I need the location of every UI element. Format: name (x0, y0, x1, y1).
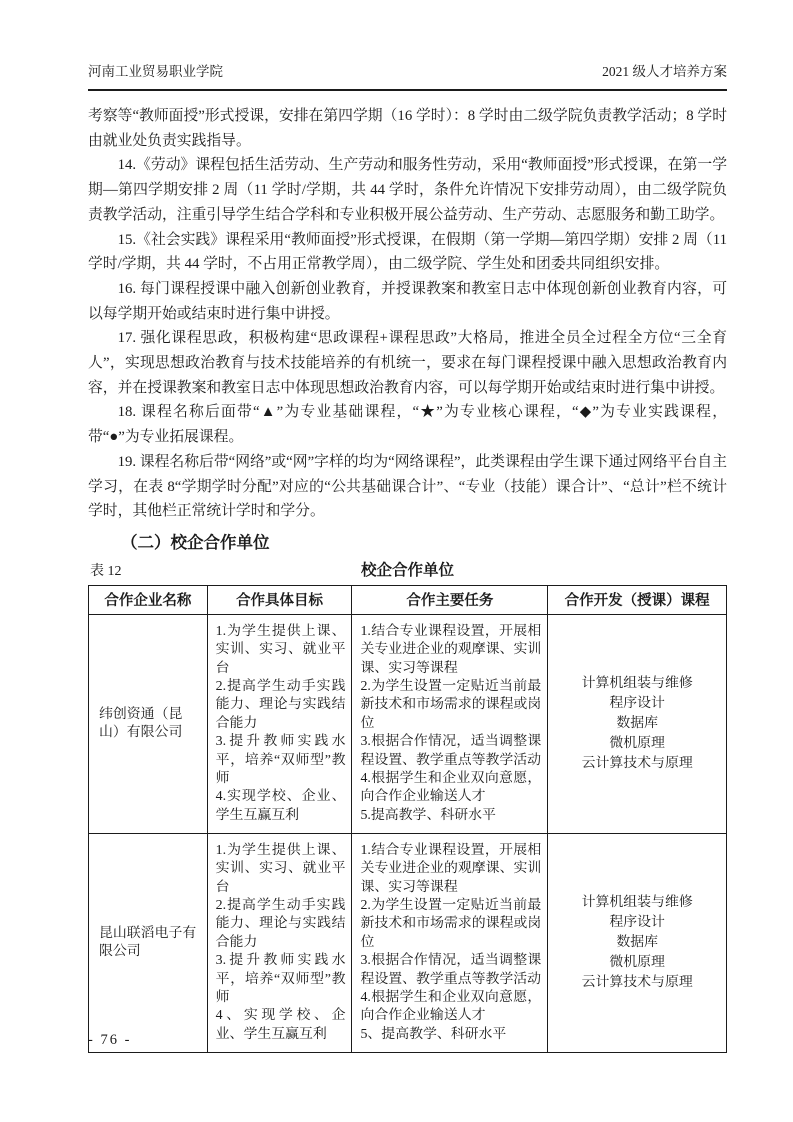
paragraph-item-17: 17. 强化课程思政，积极构建“思政课程+课程思政”大格局，推进全员全过程全方位“三全育人”，实现思想政治教育与技术技能培养的有机统一，要求在每门课程授课中融入思想政治教育内容，并在授课教案和教室日志中体现思想政治教育内容，可以每学期开始或结束时进行集中讲授。 (88, 330, 727, 396)
task-item: 4.根据学生和企业双向意愿，向合作企业输送人才 (360, 989, 542, 1024)
company-cell: 昆山联滔电子有限公司 (89, 833, 208, 1052)
task-item: 2.为学生设置一定贴近当前最新技术和市场需求的课程或岗位 (360, 678, 542, 731)
table-label: 表 12 (90, 563, 122, 579)
course-item: 微机原理 (609, 954, 665, 970)
goal-item: 1.为学生提供上课、实训、实习、就业平台 (215, 842, 346, 895)
course-item: 计算机组装与维修 (581, 675, 693, 691)
cooperation-table (88, 585, 727, 1053)
page-footer (88, 1032, 131, 1049)
table-header-row (89, 585, 727, 614)
courses-list (552, 893, 722, 993)
goal-item: 4.实现学校、企业、学生互赢互利 (215, 789, 346, 823)
company-cell: 纬创资通（昆山）有限公司 (89, 614, 208, 833)
col-header-goals: 合作具体目标 (207, 585, 352, 614)
goals-list (216, 842, 346, 1044)
goal-item: 4、实现学校、企业、学生互赢互利 (215, 1008, 346, 1042)
courses-cell (548, 833, 727, 1052)
tasks-list (360, 842, 541, 1044)
task-item: 1.结合专业课程设置，开展相关专业进企业的观摩课、实训课、实习等课程 (360, 842, 542, 895)
course-item: 计算机组装与维修 (581, 894, 693, 910)
document-body (88, 104, 727, 1053)
course-item: 微机原理 (609, 735, 665, 751)
task-item: 5.提高教学、科研水平 (360, 807, 496, 823)
table-caption: 校企合作单位 (360, 561, 454, 579)
section-heading: （二）校企合作单位 (121, 533, 270, 552)
course-item: 程序设计 (609, 695, 665, 711)
task-item: 5、提高教学、科研水平 (360, 1026, 507, 1042)
goal-item: 2.提高学生动手实践能力、理论与实践结合能力 (215, 897, 346, 950)
table-row (89, 614, 727, 833)
course-item: 数据库 (616, 715, 658, 731)
course-item: 云计算技术与原理 (581, 755, 693, 771)
paragraph-item-18: 18. 课程名称后面带“▲”为专业基础课程，“★”为专业核心课程，“◆”为专业实践课程，带“●”为专业拓展课程。 (88, 404, 727, 446)
header-school-name: 河南工业贸易职业学院 (88, 64, 223, 79)
table-row (89, 833, 727, 1052)
page-header (88, 62, 727, 91)
goals-cell (207, 833, 352, 1052)
paragraph-item-19: 19. 课程名称后带“网络”或“网”字样的均为“网络课程”，此类课程由学生课下通过网络平台自主学习，在表 8“学期学时分配”对应的“公共基础课合计”、“专业（技能）课合计”、“总计”栏不统计学时，其他栏正常统计学时和学分。 (88, 453, 727, 520)
course-item: 数据库 (616, 934, 658, 950)
task-item: 4.根据学生和企业双向意愿，向合作企业输送人才 (360, 770, 542, 805)
tasks-cell (352, 614, 548, 833)
task-item: 3.根据合作情况，适当调整课程设置、教学重点等教学活动 (360, 734, 542, 768)
task-item: 2.为学生设置一定贴近当前最新技术和市场需求的课程或岗位 (360, 897, 542, 950)
task-item: 1.结合专业课程设置，开展相关专业进企业的观摩课、实训课、实习等课程 (360, 623, 542, 676)
paragraph-continuation: 考察等“教师面授”形式授课，安排在第四学期（16 学时）：8 学时由二级学院负责教学活动；8 学时由就业处负责实践指导。 (88, 108, 727, 149)
goals-cell (207, 614, 352, 833)
table-caption-row (88, 559, 727, 583)
task-item: 3.根据合作情况，适当调整课程设置、教学重点等教学活动 (360, 953, 542, 987)
tasks-cell (352, 833, 548, 1052)
courses-list (552, 674, 722, 774)
paragraph-item-15: 15.《社会实践》课程采用“教师面授”形式授课，在假期（第一学期—第四学期）安排 2 周（11 学时/学期，共 44 学时，不占用正常教学周），由二级学院、学生处和团委共同组织安排。 (88, 231, 727, 273)
col-header-company: 合作企业名称 (89, 585, 208, 614)
courses-cell (548, 614, 727, 833)
paragraph-item-16: 16. 每门课程授课中融入创新创业教育，并授课教案和教室日志中体现创新创业教育内容，可以每学期开始或结束时进行集中讲授。 (88, 280, 727, 322)
goal-item: 1.为学生提供上课、实训、实习、就业平台 (215, 623, 346, 676)
course-item: 程序设计 (609, 914, 665, 930)
header-doc-title: 2021 级人才培养方案 (602, 64, 727, 79)
col-header-tasks: 合作主要任务 (352, 585, 548, 614)
goal-item: 2.提高学生动手实践能力、理论与实践结合能力 (215, 678, 346, 731)
page-number: - 76 - (88, 1032, 132, 1048)
paragraph-item-14: 14.《劳动》课程包括生活劳动、生产劳动和服务性劳动，采用“教师面授”形式授课，在第一学期—第四学期安排 2 周（11 学时/学期，共 44 学时，条件允许情况下安排劳动周），由二级学院负责教学活动，注重引导学生结合学科和专业积极开展公益劳动、生产劳动、志愿服务和勤工助学。 (88, 157, 727, 223)
goal-item: 3.提升教师实践水平，培养“双师型”教师 (215, 953, 346, 1005)
goals-list (216, 623, 346, 825)
tasks-list (360, 623, 541, 825)
course-item: 云计算技术与原理 (581, 974, 693, 990)
goal-item: 3.提升教师实践水平，培养“双师型”教师 (215, 734, 346, 786)
col-header-courses: 合作开发（授课）课程 (548, 585, 727, 614)
